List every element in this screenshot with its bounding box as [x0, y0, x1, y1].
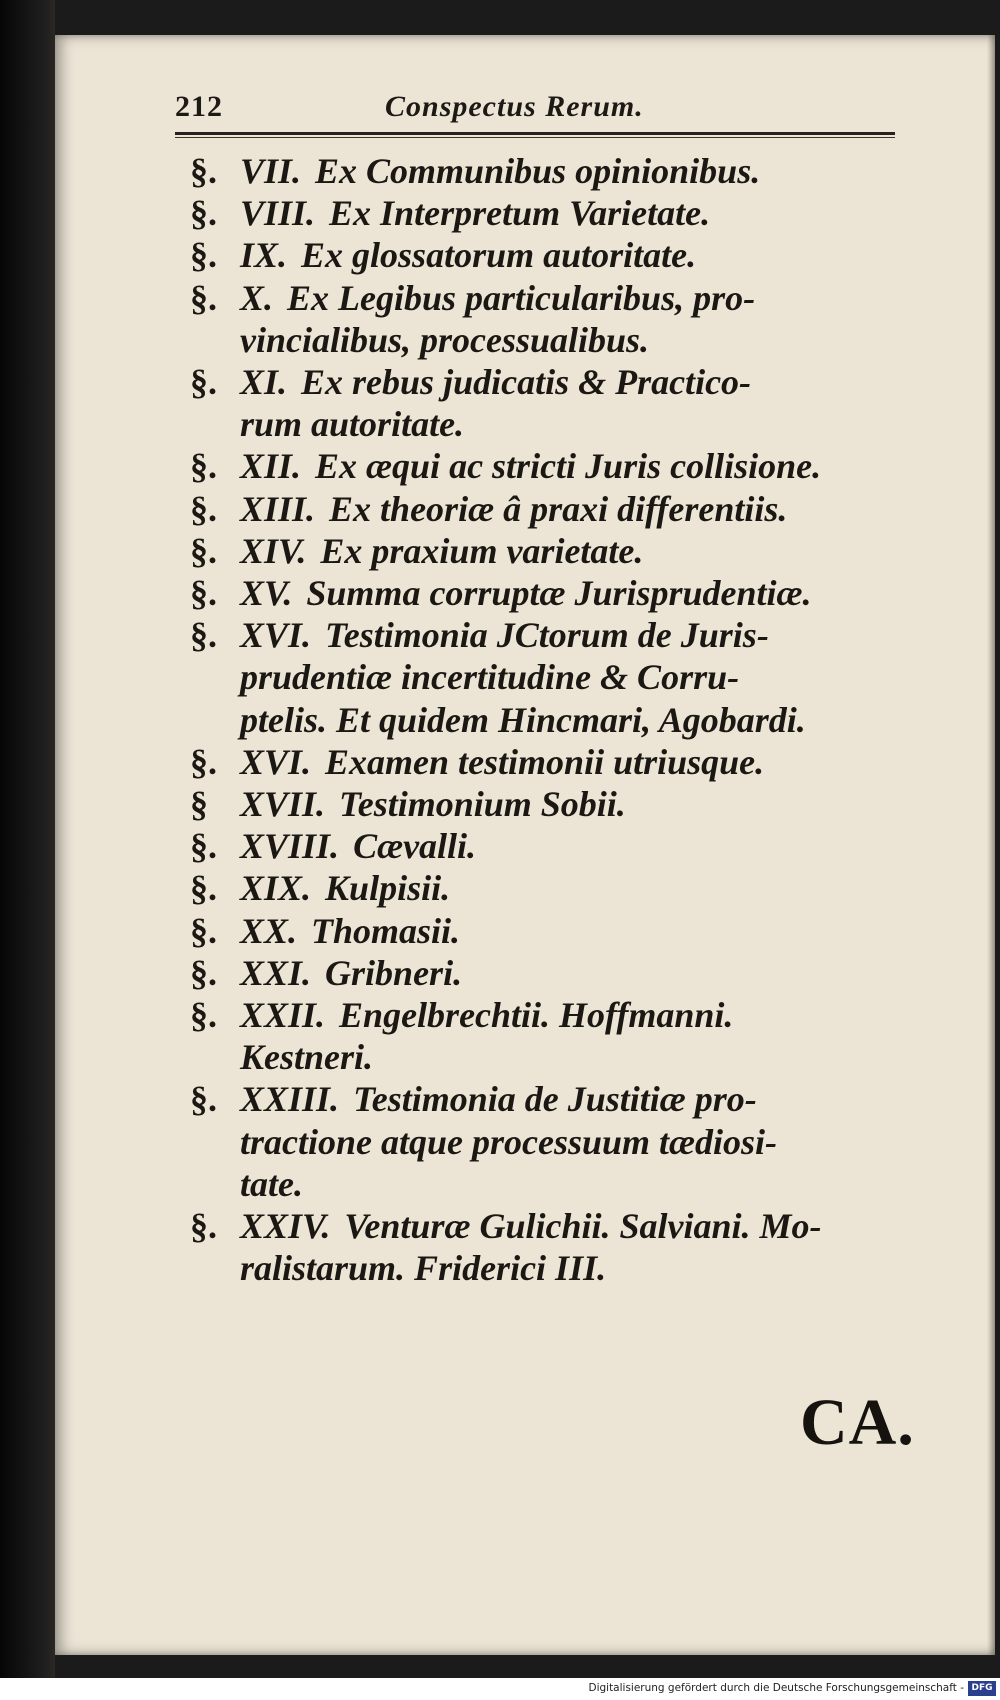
entry-line — [190, 741, 900, 783]
contents-entry — [190, 910, 900, 952]
section-numeral: XXIII. — [240, 1079, 340, 1120]
entry-text: Ex Communibus opinionibus. — [315, 151, 761, 191]
entry-text: Ex Interpretum Varietate. — [329, 193, 711, 234]
contents-entry — [190, 952, 900, 994]
section-numeral: XVI. — [240, 741, 312, 782]
section-numeral: VIII. — [240, 193, 316, 234]
entry-text: ralistarum. Friderici III. — [240, 1248, 607, 1289]
section-numeral: XVI. — [240, 615, 312, 656]
section-numeral: XIV. — [240, 530, 307, 571]
entry-text: vincialibus, processualibus. — [240, 319, 650, 360]
section-sign: §. — [190, 235, 217, 276]
section-sign: §. — [190, 1079, 217, 1120]
entry-line — [190, 952, 900, 994]
section-sign: §. — [190, 530, 217, 571]
header-rule — [175, 132, 895, 135]
section-sign: §. — [190, 995, 217, 1036]
section-numeral: XVII. — [240, 784, 326, 825]
entry-line — [190, 614, 900, 656]
contents-entry — [190, 234, 900, 276]
entry-line — [190, 192, 900, 234]
section-numeral: XV. — [240, 573, 293, 614]
section-sign: §. — [190, 488, 217, 529]
entry-text: Ex praxium varietate. — [320, 530, 644, 571]
catchword: CA. — [800, 1386, 915, 1459]
contents-entry — [190, 572, 900, 614]
entry-line — [190, 530, 900, 572]
running-title: Conspectus Rerum. — [385, 90, 644, 123]
contents-entry — [190, 614, 900, 741]
section-sign: §. — [190, 952, 217, 993]
contents-list — [190, 150, 900, 1289]
entry-text: Ex rebus judicatis & Practico- — [301, 362, 752, 403]
section-numeral: XII. — [240, 446, 302, 487]
entry-line — [190, 783, 900, 825]
entry-text: Cævalli. — [353, 826, 477, 867]
entry-text: Engelbrechtii. Hoffmanni. — [339, 995, 734, 1036]
entry-line — [190, 994, 900, 1036]
entry-line — [190, 445, 900, 487]
entry-line — [190, 319, 900, 361]
entry-text: ptelis. Et quidem Hincmari, Agobardi. — [240, 699, 806, 740]
entry-line — [190, 910, 900, 952]
section-sign: §. — [190, 193, 217, 234]
entry-line — [190, 277, 900, 319]
entry-line — [190, 1036, 900, 1078]
section-sign: §. — [190, 910, 217, 951]
entry-text: tate. — [240, 1163, 303, 1204]
contents-entry — [190, 741, 900, 783]
entry-line — [190, 488, 900, 530]
section-numeral: X. — [240, 277, 274, 318]
contents-entry — [190, 1078, 900, 1205]
section-sign: §. — [190, 277, 217, 318]
section-numeral: XIX. — [240, 868, 312, 909]
entry-line — [190, 656, 900, 698]
entry-line — [190, 572, 900, 614]
entry-text: tractione atque processuum tædiosi- — [240, 1121, 778, 1162]
contents-entry — [190, 1205, 900, 1289]
book-spine-edge — [0, 0, 55, 1700]
entry-line — [190, 403, 900, 445]
entry-text: rum autoritate. — [240, 404, 465, 445]
entry-line — [190, 1078, 900, 1120]
contents-entry — [190, 192, 900, 234]
entry-line — [190, 234, 900, 276]
entry-text: Ex Legibus particularibus, pro- — [287, 277, 756, 318]
section-sign: §. — [190, 151, 217, 191]
contents-entry — [190, 445, 900, 487]
section-sign: §. — [190, 1206, 217, 1247]
section-numeral: XIII. — [240, 488, 316, 529]
entry-line — [190, 1163, 900, 1205]
section-sign: §. — [190, 615, 217, 656]
entry-line — [190, 361, 900, 403]
section-numeral: IX. — [240, 235, 288, 276]
entry-text: Thomasii. — [311, 910, 461, 951]
contents-entry — [190, 361, 900, 445]
section-numeral: XI. — [240, 362, 288, 403]
section-numeral: XXI. — [240, 952, 312, 993]
section-numeral: XXII. — [240, 995, 326, 1036]
section-numeral: XX. — [240, 910, 298, 951]
entry-text: Examen testimonii utriusque. — [325, 741, 765, 782]
contents-entry — [190, 825, 900, 867]
contents-entry — [190, 488, 900, 530]
section-sign: §. — [190, 362, 217, 403]
section-sign: §. — [190, 573, 217, 614]
page-number: 212 — [175, 90, 223, 123]
section-numeral: XVIII. — [240, 826, 340, 867]
entry-line — [190, 1205, 900, 1247]
section-sign: § — [190, 784, 208, 825]
section-sign: §. — [190, 741, 217, 782]
section-sign: §. — [190, 826, 217, 867]
contents-entry — [190, 150, 900, 192]
section-numeral: XXIV. — [240, 1206, 331, 1247]
entry-text: Ex æqui ac stricti Juris collisione. — [315, 446, 822, 487]
entry-text: Summa corruptæ Jurisprudentiæ. — [306, 573, 812, 614]
page-edge-shadow — [987, 35, 995, 1655]
dfg-logo: DFG — [968, 1681, 996, 1696]
entry-text: Testimonia de Justitiæ pro- — [353, 1079, 757, 1120]
entry-text: Venturæ Gulichii. Salviani. Mo- — [344, 1206, 822, 1247]
entry-line — [190, 825, 900, 867]
contents-entry — [190, 994, 900, 1078]
section-numeral: VII. — [240, 151, 302, 191]
entry-line — [190, 699, 900, 741]
entry-text: Kulpisii. — [325, 868, 451, 909]
contents-entry — [190, 783, 900, 825]
entry-line — [190, 150, 900, 192]
entry-line — [190, 867, 900, 909]
footer-credit: Digitalisierung gefördert durch die Deutsche Forschungsgemeinschaft - — [588, 1682, 964, 1694]
entry-text: Testimonia JCtorum de Juris- — [325, 615, 769, 656]
entry-text: Kestneri. — [240, 1037, 374, 1078]
entry-text: prudentiæ incertitudine & Corru- — [240, 657, 740, 698]
header-rule-thin — [175, 137, 895, 138]
contents-entry — [190, 867, 900, 909]
contents-entry — [190, 277, 900, 361]
entry-text: Ex glossatorum autoritate. — [301, 235, 697, 276]
section-sign: §. — [190, 446, 217, 487]
entry-text: Gribneri. — [325, 952, 463, 993]
entry-line — [190, 1121, 900, 1163]
entry-text: Testimonium Sobii. — [339, 784, 626, 825]
contents-entry — [190, 530, 900, 572]
entry-line — [190, 1247, 900, 1289]
entry-text: Ex theoriæ â praxi differentiis. — [329, 488, 788, 529]
section-sign: §. — [190, 868, 217, 909]
